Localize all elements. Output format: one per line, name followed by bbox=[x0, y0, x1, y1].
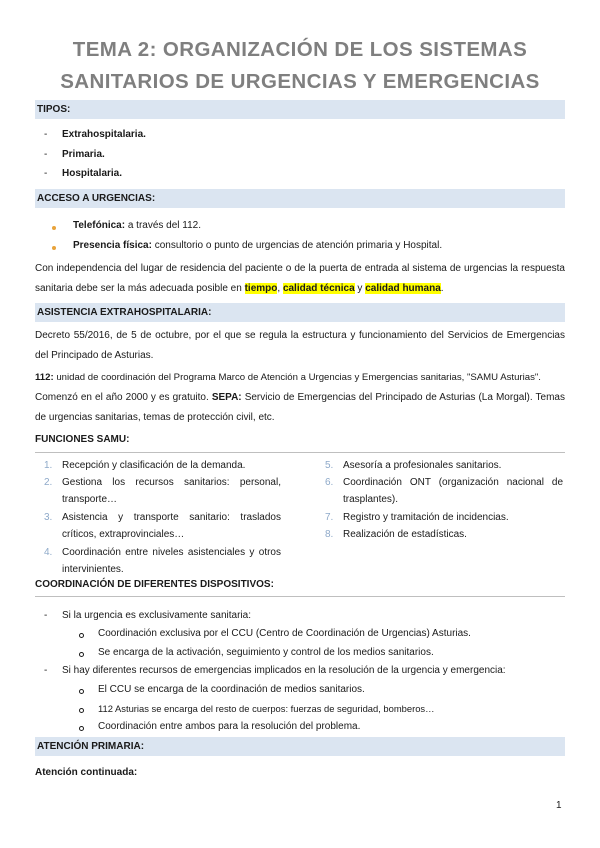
section-heading-tipos: TIPOS: bbox=[35, 100, 565, 119]
sub-list-item: El CCU se encarga de la coordinación de medios sanitarios. bbox=[98, 684, 365, 695]
bullet-circle-icon bbox=[79, 708, 84, 713]
list-item: Extrahospitalaria. bbox=[62, 129, 146, 140]
highlight-tiempo: tiempo bbox=[244, 283, 278, 294]
list-number: 5. bbox=[325, 460, 334, 471]
section-heading-funciones: FUNCIONES SAMU: bbox=[35, 434, 130, 445]
list-bullet: - bbox=[44, 610, 48, 621]
section-heading-coordinacion: COORDINACIÓN DE DIFERENTES DISPOSITIVOS: bbox=[35, 579, 274, 590]
list-item: Recepción y clasificación de la demanda. bbox=[62, 460, 246, 471]
list-number: 6. bbox=[325, 477, 334, 488]
list-bullet: - bbox=[44, 168, 48, 179]
list-item: Presencia física: consultorio o punto de urgencias de atención primaria y Hospital. bbox=[73, 240, 443, 251]
bullet-circle-icon bbox=[79, 633, 84, 638]
decreto-paragraph: Decreto 55/2016, de 5 de octubre, por el que se regula la estructura y funcionamiento del Servicios de Emergencias del Principado de Asturias. bbox=[35, 330, 565, 361]
list-item: Asesoría a profesionales sanitarios. bbox=[343, 460, 502, 471]
list-number: 3. bbox=[44, 512, 53, 523]
list-number: 8. bbox=[325, 529, 334, 540]
title-line-2: SANITARIOS DE URGENCIAS Y EMERGENCIAS bbox=[60, 70, 540, 93]
list-number: 4. bbox=[44, 547, 53, 558]
bullet-circle-icon bbox=[79, 726, 84, 731]
sub-list-item: Coordinación entre ambos para la resolución del problema. bbox=[98, 721, 361, 732]
list-number: 2. bbox=[44, 477, 53, 488]
list-item: Telefónica: a través del 112. bbox=[73, 220, 202, 231]
section-heading-acceso: ACCESO A URGENCIAS: bbox=[35, 189, 565, 208]
section-heading-primaria: ATENCIÓN PRIMARIA: bbox=[35, 737, 565, 756]
bullet-circle-icon bbox=[79, 689, 84, 694]
sub-list-item: Se encarga de la activación, seguimiento y control de los medios sanitarios. bbox=[98, 647, 434, 658]
section-heading-asistencia: ASISTENCIA EXTRAHOSPITALARIA: bbox=[35, 303, 565, 322]
list-item: Si la urgencia es exclusivamente sanitaria: bbox=[62, 610, 251, 621]
list-item: Asistencia y transporte sanitario: traslados críticos, extraprovinciales… bbox=[62, 512, 281, 540]
list-bullet: - bbox=[44, 149, 48, 160]
list-item: Hospitalaria. bbox=[62, 168, 123, 179]
highlight-calidad-tecnica: calidad técnica bbox=[282, 283, 355, 294]
p112-paragraph: 112: unidad de coordinación del Programa Marco de Atención a Urgencias y Emergencias sanitarias, "SAMU Asturias". Comenzó en el año 2000 y es gratuito. SEPA: Servicio de Emergencias del Principado de Asturias (La Morgal). Temas de urgencias sanitarias, temas de protección civil, etc. bbox=[35, 372, 565, 423]
subheading: Atención continuada: bbox=[35, 767, 138, 778]
sub-list-item: Coordinación exclusiva por el CCU (Centro de Coordinación de Urgencias) Asturias. bbox=[98, 628, 471, 639]
bullet-dot-icon bbox=[52, 226, 56, 230]
divider bbox=[35, 596, 565, 597]
bullet-circle-icon bbox=[79, 652, 84, 657]
bullet-dot-icon bbox=[52, 246, 56, 250]
list-item: Coordinación ONT (organización nacional de trasplantes). bbox=[343, 477, 563, 505]
sub-list-item: 112 Asturias se encarga del resto de cuerpos: fuerzas de seguridad, bomberos… bbox=[98, 703, 435, 714]
page-title bbox=[0, 34, 600, 98]
list-item: Registro y tramitación de incidencias. bbox=[343, 512, 509, 523]
list-item: Coordinación entre niveles asistenciales y otros intervinientes. bbox=[62, 547, 281, 575]
list-bullet: - bbox=[44, 129, 48, 140]
list-bullet: - bbox=[44, 665, 48, 676]
title-line-1: TEMA 2: ORGANIZACIÓN DE LOS SISTEMAS bbox=[72, 38, 528, 61]
list-item: Realización de estadísticas. bbox=[343, 529, 467, 540]
list-item: Gestiona los recursos sanitarios: personal, transporte… bbox=[62, 477, 281, 505]
divider bbox=[35, 452, 565, 453]
list-item: Si hay diferentes recursos de emergencias implicados en la resolución de la urgencia y emergencia: bbox=[62, 665, 506, 676]
acceso-paragraph: Con independencia del lugar de residencia del paciente o de la puerta de entrada al sistema de urgencias la respuesta sanitaria debe ser la más adecuada posible en tiempo, calidad técnica y calidad humana. bbox=[35, 263, 565, 294]
list-item: Primaria. bbox=[62, 149, 105, 160]
list-number: 1. bbox=[44, 460, 53, 471]
highlight-calidad-humana: calidad humana bbox=[365, 283, 441, 294]
list-number: 7. bbox=[325, 512, 334, 523]
page-number: 1 bbox=[556, 800, 562, 811]
